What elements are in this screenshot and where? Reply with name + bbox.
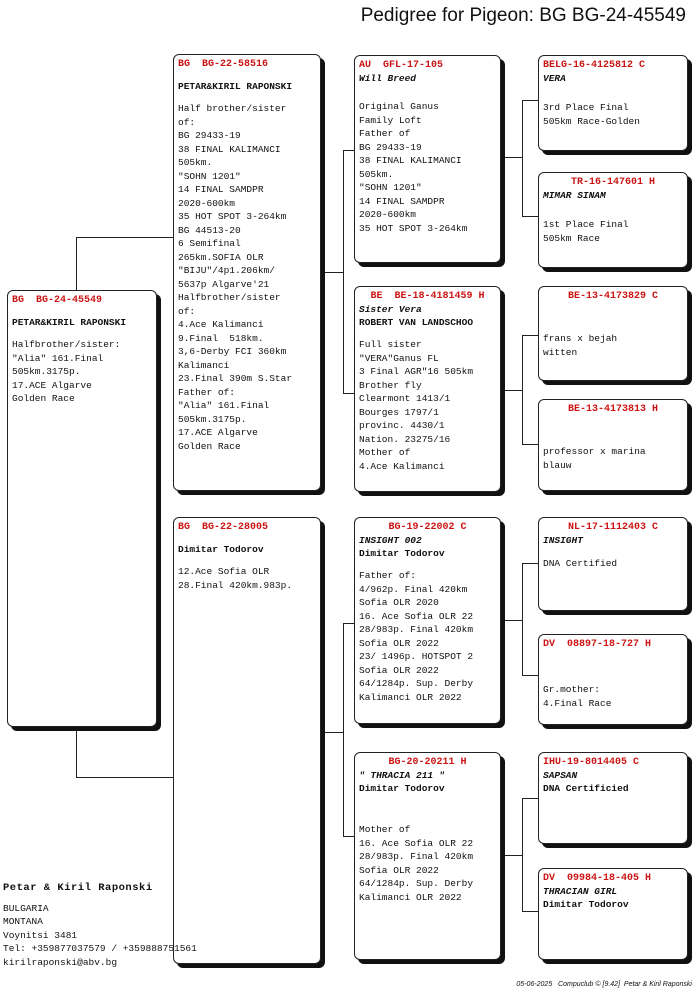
dds-card[interactable] [538,752,688,844]
dsd-card[interactable] [538,634,688,725]
ssd-ring: TR-16-147601 H [570,177,655,188]
breeder-phone: Tel: +359877037579 / +359888751561 [3,943,197,954]
ssd-notes: 1st Place Final 505km Race [543,219,629,244]
connector [522,911,539,912]
dam-sire-name: INSIGHT 002 [359,535,422,546]
dss-card[interactable] [538,517,688,611]
breeder-region: MONTANA [3,916,43,927]
connector [522,798,539,799]
connector [499,620,523,621]
dss-notes: DNA Certified [543,558,618,569]
connector [76,237,174,238]
dam-dam-ring: BG-20-20211 H [388,757,467,768]
sire-dam-name: Sister Vera [359,304,422,315]
sss-name: VERA [543,73,566,84]
sire-sire-name: Will Breed [359,73,417,84]
ssd-name: MIMAR SINAM [543,190,606,201]
dam-sire-card[interactable] [354,517,501,724]
connector [320,732,344,733]
breeder-info [3,882,197,969]
sire-dam-ring: BE BE-18-4181459 H [370,291,485,302]
subject-ring: BG BG-24-45549 [12,295,103,306]
connector [499,855,523,856]
dam-dam-owner: Dimitar Todorov [359,783,445,794]
dss-ring: NL-17-1112403 C [567,522,658,533]
connector [343,623,344,837]
ddd-card[interactable] [538,868,688,960]
sss-notes: 3rd Place Final 505km Race-Golden [543,102,640,127]
connector [499,157,523,158]
dsd-notes: Gr.mother: 4.Final Race [543,684,612,709]
dds-name: SAPSAN [543,770,578,781]
sss-card[interactable] [538,55,688,151]
breeder-country: BULGARIA [3,902,49,914]
dam-notes: 12.Ace Sofia OLR 28.Final 420km.983p. [178,566,293,591]
connector [320,272,344,273]
breeder-town: Voynitsi 3481 [3,929,78,941]
sire-sire-notes: Original Ganus Family Loft Father of BG 29433-19 38 FINAL KALIMANCI 505km. "SOHN 1201" 14 FINAL SAMDPR 2020-600km 35 HOT SPOT 3-264km [359,101,468,234]
dss-name: INSIGHT [543,535,583,546]
connector [522,100,523,217]
connector [76,777,174,778]
connector [522,216,539,217]
connector [522,675,539,676]
subject-owner: PETAR&KIRIL RAPONSKI [12,317,127,328]
sire-card[interactable] [173,54,321,491]
sire-dam-owner: ROBERT VAN LANDSCHOO [359,317,474,328]
page-title: Pedigree for Pigeon: BG BG-24-45549 [360,5,686,26]
sdd-card[interactable] [538,399,688,491]
connector [522,563,539,564]
dds-owner: DNA Certificied [543,783,629,794]
print-stamp: 05-06-2025 Compuclub © [9.42] Petar & Kiril Raponski [516,981,692,988]
connector [499,390,523,391]
sire-sire-card[interactable] [354,55,501,263]
breeder-email: kirilraponski@abv.bg [3,956,118,968]
connector [522,444,539,445]
sdd-ring: BE-13-4173813 H [567,404,658,415]
dam-ring: BG BG-22-28005 [178,522,269,533]
sdd-notes: professor x marina blauw [543,446,646,471]
dam-sire-owner: Dimitar Todorov [359,548,445,559]
connector [522,335,539,336]
ssd-card[interactable] [538,172,688,268]
sds-notes: frans x bejah witten [543,333,618,358]
sss-ring: BELG-16-4125812 C [543,60,646,71]
subject-notes: Halfbrother/sister: "Alia" 161.Final 505km.3175p. 17.ACE Algarve Golden Race [12,339,121,404]
sire-sire-ring: AU GFL-17-105 [359,60,444,71]
sire-owner: PETAR&KIRIL RAPONSKI [178,81,293,92]
subject-card[interactable] [7,290,157,727]
dsd-ring: DV 08897-18-727 H [543,639,652,650]
sire-ring: BG BG-22-58516 [178,59,269,70]
ddd-owner: Dimitar Todorov [543,899,629,910]
sire-notes: Half brother/sister of: BG 29433-19 38 FINAL KALIMANCI 505km. "SOHN 1201" 14 FINAL SAMDPR 2020-600km 35 HOT SPOT 3-264km BG 44513-20 6 Semifinal 265km.SOFIA OLR "BIJU"/4p1.206km/ 5637p Algarve'21 Halfbrother/sister of: 4.Ace Kalimanci 9.Final 518km. 3,6-Derby FCI 360km Kalimanci 23.Final 390m S.Star Father of: "Alia" 161.Final 505km.3175p. 17.ACE Algarve Golden Race [178,103,293,452]
dam-dam-name: " THRACIA 211 " [359,770,445,781]
sire-dam-card[interactable] [354,286,501,492]
dam-owner: Dimitar Todorov [178,544,264,555]
connector [522,100,539,101]
dam-dam-card[interactable] [354,752,501,960]
sds-card[interactable] [538,286,688,381]
ddd-ring: DV 09984-18-405 H [543,873,652,884]
dam-dam-notes: Mother of 16. Ace Sofia OLR 22 28/983p. Final 420km Sofia OLR 2022 64/1284p. Sup. Derby Kalimanci OLR 2022 [359,824,474,903]
sds-ring: BE-13-4173829 C [567,291,658,302]
dds-ring: IHU-19-8014405 C [543,757,640,768]
dam-sire-notes: Father of: 4/962p. Final 420km Sofia OLR 2020 16. Ace Sofia OLR 22 28/983p. Final 420km Sofia OLR 2022 23/ 1496p. HOTSPOT 2 Sofia OLR 2022 64/1284p. Sup. Derby Kalimanci OLR 2022 [359,570,474,703]
sire-dam-notes: Full sister "VERA"Ganus FL 3 Final AGR"16 505km Brother fly Clearmont 1413/1 Bourges 1797/1 provinc. 4430/1 Nation. 23275/16 Mother of 4.Ace Kalimanci [359,339,474,472]
ddd-name: THRACIAN GIRL [543,886,618,897]
breeder-name: Petar & Kiril Raponski [3,882,153,894]
dam-sire-ring: BG-19-22002 C [388,522,467,533]
